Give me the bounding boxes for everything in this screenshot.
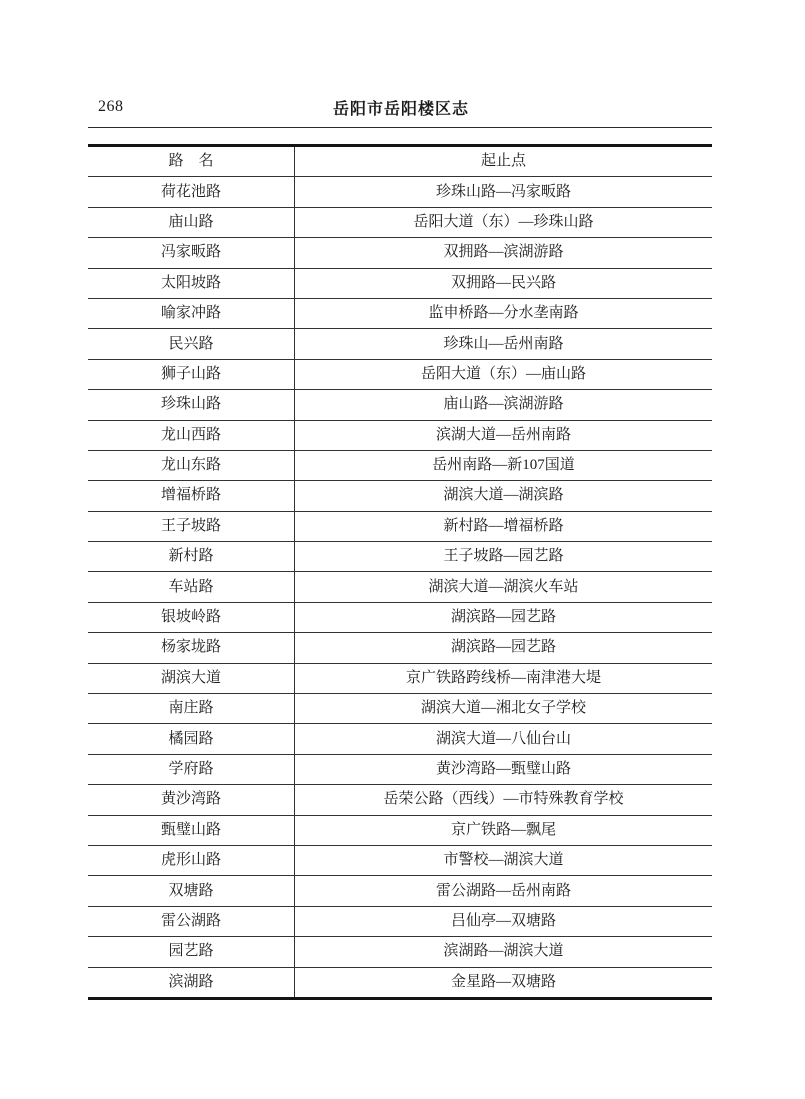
table-row bbox=[88, 937, 712, 967]
road-start-end-cell: 湖滨大道—湘北女子学校 bbox=[295, 694, 713, 724]
road-start-end-cell: 雷公湖路—岳州南路 bbox=[295, 876, 713, 906]
table-row bbox=[88, 329, 712, 359]
table-row bbox=[88, 359, 712, 389]
road-start-end-cell: 庙山路—滨湖游路 bbox=[295, 390, 713, 420]
road-start-end-cell: 双拥路—民兴路 bbox=[295, 268, 713, 298]
road-name-cell: 民兴路 bbox=[88, 329, 295, 359]
road-start-end-cell: 滨湖路—湖滨大道 bbox=[295, 937, 713, 967]
table-row bbox=[88, 298, 712, 328]
road-name-cell: 橘园路 bbox=[88, 724, 295, 754]
column-header-start-end: 起止点 bbox=[295, 146, 713, 177]
road-start-end-cell: 金星路—双塘路 bbox=[450, 973, 556, 990]
road-start-end-cell: 吕仙亭—双塘路 bbox=[295, 906, 713, 936]
road-start-end-cell: 新村路—增福桥路 bbox=[295, 511, 713, 541]
road-name-cell: 王子坡路 bbox=[88, 511, 295, 541]
table-row bbox=[88, 238, 712, 268]
road-name-cell: 学府路 bbox=[88, 754, 295, 784]
road-name-cell: 荷花池路 bbox=[88, 177, 295, 207]
road-start-end-cell: 王子坡路—园艺路 bbox=[295, 542, 713, 572]
table-row bbox=[88, 207, 712, 237]
road-start-end-cell: 湖滨大道—八仙台山 bbox=[295, 724, 713, 754]
road-start-end-cell: 京广铁路跨线桥—南津港大堤 bbox=[295, 663, 713, 693]
road-name-cell: 滨湖路 bbox=[88, 967, 295, 998]
table-row bbox=[88, 268, 712, 298]
road-name-cell: 南庄路 bbox=[88, 694, 295, 724]
road-name-cell: 冯家畈路 bbox=[88, 238, 295, 268]
table-row bbox=[88, 694, 712, 724]
table-row bbox=[88, 602, 712, 632]
table-row bbox=[88, 906, 712, 936]
table-header-row bbox=[88, 146, 712, 177]
roads-table bbox=[88, 144, 712, 1000]
road-start-end-cell: 珍珠山—岳州南路 bbox=[295, 329, 713, 359]
table-row bbox=[88, 511, 712, 541]
road-start-end-cell: 市警校—湖滨大道 bbox=[295, 845, 713, 875]
road-name-cell: 庙山路 bbox=[88, 207, 295, 237]
road-start-end-cell: 岳阳大道（东）—庙山路 bbox=[295, 359, 713, 389]
road-start-end-cell: 岳州南路—新107国道 bbox=[295, 450, 713, 480]
table-row bbox=[88, 845, 712, 875]
table-row bbox=[88, 663, 712, 693]
table-row bbox=[88, 420, 712, 450]
road-start-end-cell: 监申桥路—分水垄南路 bbox=[295, 298, 713, 328]
road-name-cell: 园艺路 bbox=[88, 937, 295, 967]
header-rule bbox=[88, 127, 712, 128]
road-start-end-cell: 京广铁路—飘尾 bbox=[295, 815, 713, 845]
table-row bbox=[88, 754, 712, 784]
road-name-cell: 增福桥路 bbox=[88, 481, 295, 511]
road-name-cell: 雷公湖路 bbox=[88, 906, 295, 936]
road-start-end-cell: 滨湖大道—岳州南路 bbox=[295, 420, 713, 450]
road-name-cell: 太阳坡路 bbox=[88, 268, 295, 298]
road-name-cell: 龙山东路 bbox=[88, 450, 295, 480]
table-row bbox=[88, 785, 712, 815]
table-row bbox=[88, 724, 712, 754]
road-start-end-cell: 岳荣公路（西线）—市特殊教育学校 bbox=[295, 785, 713, 815]
table-row bbox=[88, 390, 712, 420]
road-name-cell: 双塘路 bbox=[88, 876, 295, 906]
road-name-cell: 甄璧山路 bbox=[88, 815, 295, 845]
table-row bbox=[88, 967, 712, 998]
road-start-end-cell: 湖滨路—园艺路 bbox=[295, 633, 713, 663]
table-body bbox=[88, 177, 712, 999]
table-row bbox=[88, 177, 712, 207]
table-row bbox=[88, 542, 712, 572]
road-name-cell: 珍珠山路 bbox=[88, 390, 295, 420]
table-row bbox=[88, 633, 712, 663]
road-name-cell: 狮子山路 bbox=[88, 359, 295, 389]
road-start-end-cell: 珍珠山路—冯家畈路 bbox=[295, 177, 713, 207]
table-row bbox=[88, 572, 712, 602]
road-name-cell: 喻家冲路 bbox=[88, 298, 295, 328]
road-name-cell: 湖滨大道 bbox=[88, 663, 295, 693]
page-number: 268 bbox=[98, 98, 124, 115]
road-start-end-cell: 黄沙湾路—甄璧山路 bbox=[295, 754, 713, 784]
road-name-cell: 银坡岭路 bbox=[88, 602, 295, 632]
page-title: 岳阳市岳阳楼区志 bbox=[332, 101, 469, 118]
road-name-cell: 车站路 bbox=[88, 572, 295, 602]
road-name-cell: 黄沙湾路 bbox=[88, 785, 295, 815]
table-row bbox=[88, 815, 712, 845]
road-name-cell: 龙山西路 bbox=[88, 420, 295, 450]
table-row bbox=[88, 481, 712, 511]
table-row bbox=[88, 876, 712, 906]
road-start-end-cell: 岳阳大道（东）—珍珠山路 bbox=[295, 207, 713, 237]
column-header-road-name: 路 名 bbox=[88, 146, 295, 177]
road-start-end-cell: 湖滨大道—湖滨火车站 bbox=[295, 572, 713, 602]
road-name-cell: 新村路 bbox=[88, 542, 295, 572]
road-name-cell: 杨家垅路 bbox=[88, 633, 295, 663]
road-start-end-cell: 湖滨路—园艺路 bbox=[295, 602, 713, 632]
road-name-cell: 虎形山路 bbox=[88, 845, 295, 875]
road-start-end-cell: 湖滨大道—湖滨路 bbox=[295, 481, 713, 511]
table-row bbox=[88, 450, 712, 480]
road-start-end-cell: 双拥路—滨湖游路 bbox=[295, 238, 713, 268]
